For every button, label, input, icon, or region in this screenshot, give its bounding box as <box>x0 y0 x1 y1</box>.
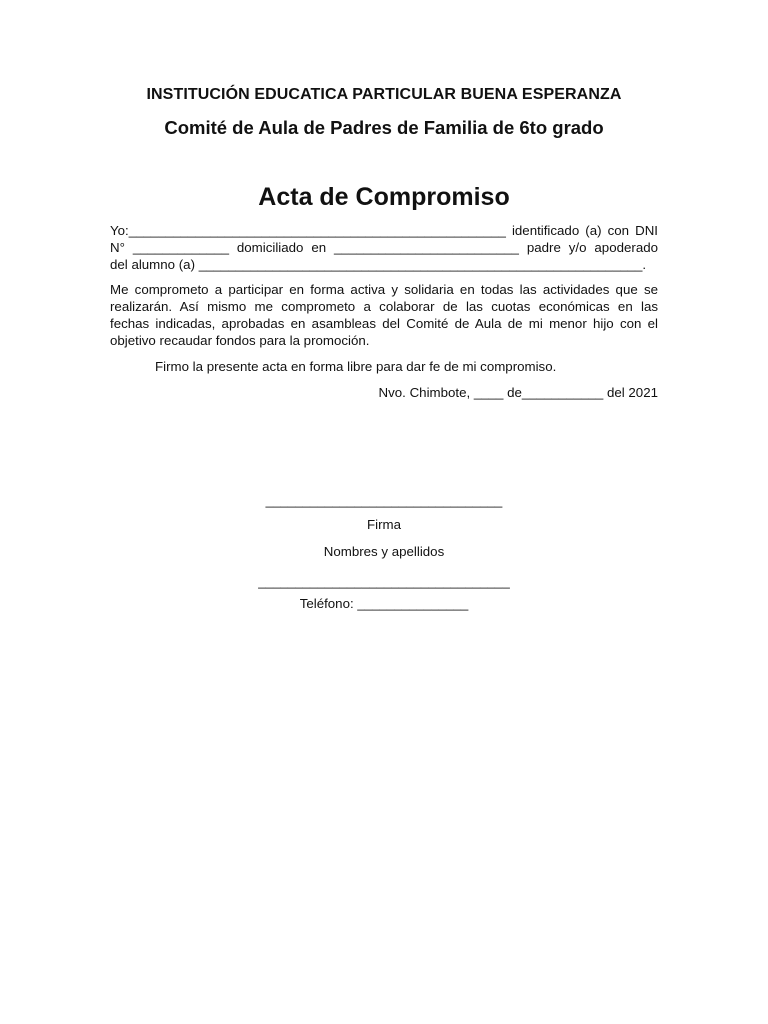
phone-field: Teléfono: _______________ <box>299 596 469 611</box>
document-title: Acta de Compromiso <box>258 183 510 211</box>
commitment-line-1: Me comprometo a participar en forma activa y solidaria en todas las actividades que se <box>110 282 658 297</box>
signing-statement: Firmo la presente acta en forma libre para dar fe de mi compromiso. <box>155 359 557 374</box>
declaration-paragraph <box>110 222 658 273</box>
declaration-line-1: Yo:___________________________________________________ identificado (a) con DNI <box>110 223 658 238</box>
names-line: __________________________________ <box>258 574 510 589</box>
commitment-line-4: objetivo recaudar fondos para la promoción. <box>110 333 370 348</box>
commitment-paragraph <box>110 281 658 349</box>
signature-line: ________________________________ <box>265 493 503 508</box>
commitment-line-3: fechas indicadas, aprobadas en asambleas del Comité de Aula de mi menor hijo con el <box>110 316 658 331</box>
signature-label: Firma <box>367 517 401 532</box>
declaration-line-3: del alumno (a) ____________________________________________________________. <box>110 257 647 272</box>
place-date-line: Nvo. Chimbote, ____ de___________ del 2021 <box>378 385 658 400</box>
commitment-line-2: realizarán. Así mismo me comprometo a colaborar de las cuotas económicas en las <box>110 299 658 314</box>
committee-subtitle: Comité de Aula de Padres de Familia de 6to grado <box>164 117 604 138</box>
names-label: Nombres y apellidos <box>323 544 445 559</box>
institution-name: INSTITUCIÓN EDUCATICA PARTICULAR BUENA ESPERANZA <box>146 86 622 103</box>
declaration-line-2: N° _____________ domiciliado en _________________________ padre y/o apoderado <box>110 240 658 255</box>
